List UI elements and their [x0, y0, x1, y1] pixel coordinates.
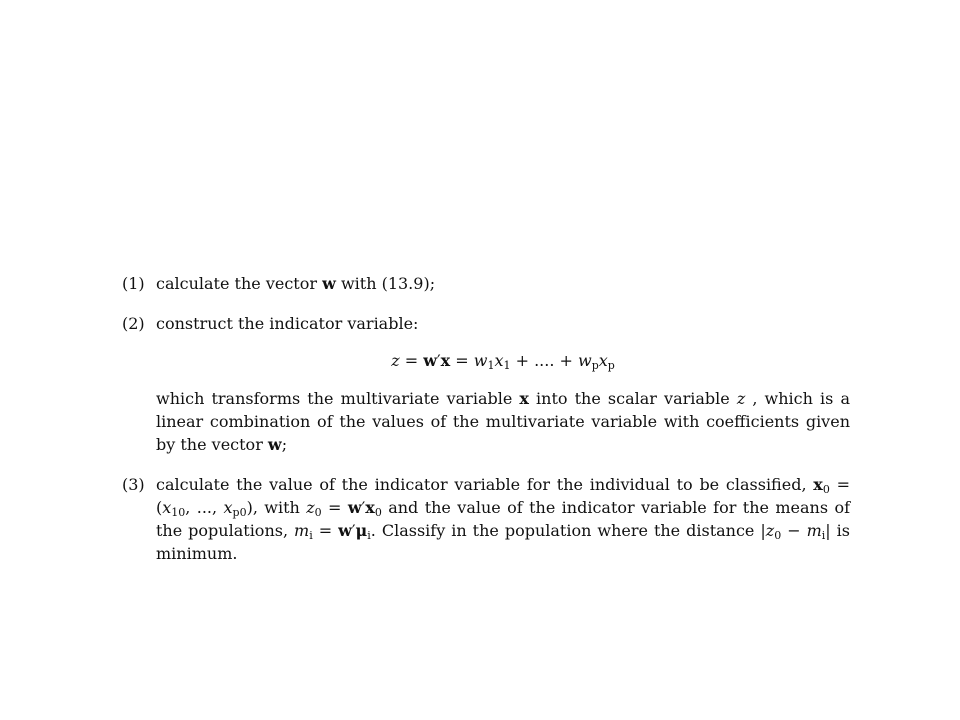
eq-z: z [391, 351, 400, 370]
para-text-1: which transforms the multivariate variable [156, 389, 520, 408]
step-2-paragraph [156, 387, 850, 456]
s3-x10: x [162, 498, 172, 517]
step-3-text [156, 473, 850, 565]
s3-x0b-sub: 0 [374, 506, 382, 519]
para-x: x [519, 389, 529, 408]
step-1-text-after: with (13.9); [335, 274, 436, 293]
s3-mu-sub: i [367, 529, 371, 542]
s3-text-3: , ..., [185, 498, 224, 517]
eq-x1-sub: 1 [503, 359, 511, 372]
step-1-text [156, 272, 850, 295]
s3-text-6: and the value of the indicator variable for the means of the populations, [156, 498, 850, 540]
document-body [122, 272, 850, 565]
eq-xp: x [598, 351, 608, 370]
s3-x10-sub: 10 [171, 506, 186, 519]
s3-text-9: − [781, 521, 807, 540]
eq-xp-sub: p [607, 359, 615, 372]
step-1 [122, 272, 850, 295]
eq-plus-dots: + .... + [510, 351, 578, 370]
s3-text-10: | is minimum. [156, 521, 850, 563]
eq-prime: ′ [436, 351, 441, 370]
s3-mi2: m [806, 521, 822, 540]
s3-text-8: . Classify in the population where the distance | [370, 521, 766, 540]
eq-wp-sub: p [591, 359, 599, 372]
s3-x0-sub: 0 [822, 483, 830, 496]
step-1-number: (1) [122, 274, 145, 293]
step-2-number: (2) [122, 314, 145, 333]
s3-w2: w [338, 521, 352, 540]
eq-x1: x [494, 351, 504, 370]
para-text-3: , which is a linear combination of the values of the multivariate variable with coefficients given by the vector [156, 389, 850, 454]
s3-text-7: = [312, 521, 339, 540]
s3-x0: x [813, 475, 823, 494]
eq-w: w [423, 351, 437, 370]
eq-equals-1: = [399, 351, 424, 370]
para-text-2: into the scalar variable [528, 389, 737, 408]
s3-text-5: = [321, 498, 348, 517]
indicator-equation [156, 351, 850, 370]
s3-x0b: x [365, 498, 375, 517]
eq-x: x [440, 351, 451, 370]
s3-mu: μ [355, 521, 368, 540]
vector-w: w [322, 274, 336, 293]
s3-mi-sub: i [309, 529, 313, 542]
s3-w: w [347, 498, 362, 517]
s3-mi2-sub: i [821, 529, 826, 542]
s3-text-4: ), with [246, 498, 307, 517]
step-1-text-before: calculate the vector [156, 274, 323, 293]
para-w: w [267, 435, 282, 454]
step-3-number: (3) [122, 475, 145, 494]
s3-prime: ′ [361, 498, 366, 517]
eq-w1: w [473, 351, 488, 370]
step-2-text: construct the indicator variable: [156, 314, 419, 333]
step-2 [122, 312, 850, 335]
eq-wp: w [577, 351, 592, 370]
s3-text-1: calculate the value of the indicator variable for the individual to be classified, [156, 475, 814, 494]
s3-z0-sub: 0 [314, 506, 322, 519]
s3-z0b-sub: 0 [774, 529, 782, 542]
eq-equals-2: = [450, 351, 474, 370]
step-3 [122, 473, 850, 565]
eq-w1-sub: 1 [487, 359, 495, 372]
s3-text-2: = ( [156, 475, 850, 517]
s3-z0: z [306, 498, 315, 517]
s3-mi: m [294, 521, 310, 540]
para-z: z [736, 389, 746, 408]
s3-z0b: z [765, 521, 775, 540]
s3-prime2: ′ [351, 521, 356, 540]
para-text-4: ; [281, 435, 288, 454]
s3-xp0-sub: p0 [232, 506, 247, 519]
s3-xp0: x [223, 498, 233, 517]
